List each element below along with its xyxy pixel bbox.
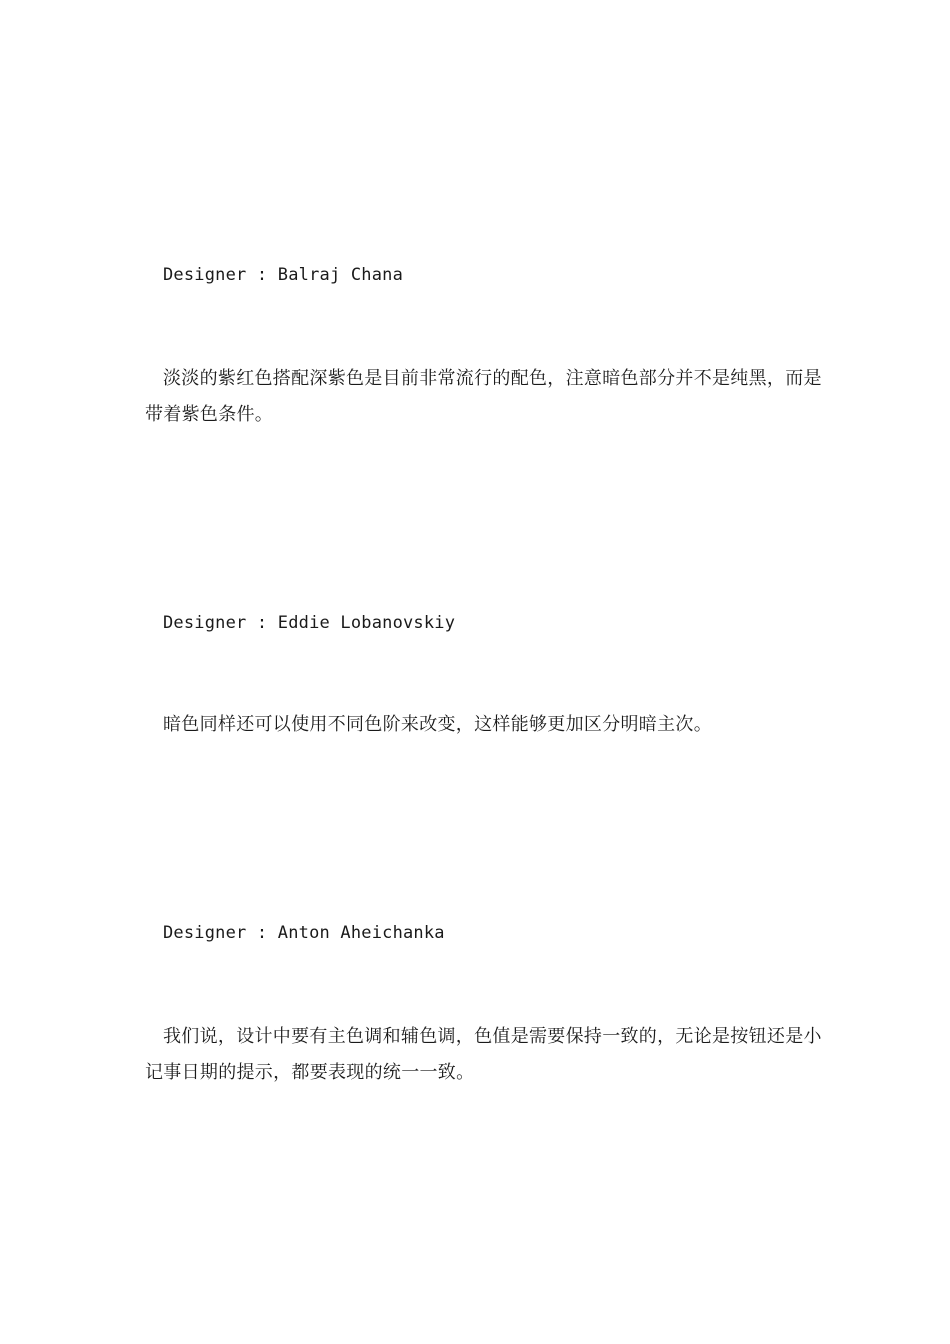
designer-credit-eddie-lobanovskiy: Designer : Eddie Lobanovskiy	[163, 613, 456, 633]
designer-credit-anton-aheichanka: Designer : Anton Aheichanka	[163, 923, 445, 943]
paragraph-purple-palette: 淡淡的紫红色搭配深紫色是目前非常流行的配色，注意暗色部分并不是纯黑，而是带着紫色条件。	[145, 368, 822, 425]
paragraph-dark-shades: 暗色同样还可以使用不同色阶来改变，这样能够更加区分明暗主次。	[163, 714, 712, 735]
paragraph-consistent-colors: 我们说，设计中要有主色调和辅色调，色值是需要保持一致的，无论是按钮还是小记事日期的提示，都要表现的统一一致。	[145, 1026, 822, 1083]
designer-credit-balraj-chana: Designer : Balraj Chana	[163, 265, 404, 285]
